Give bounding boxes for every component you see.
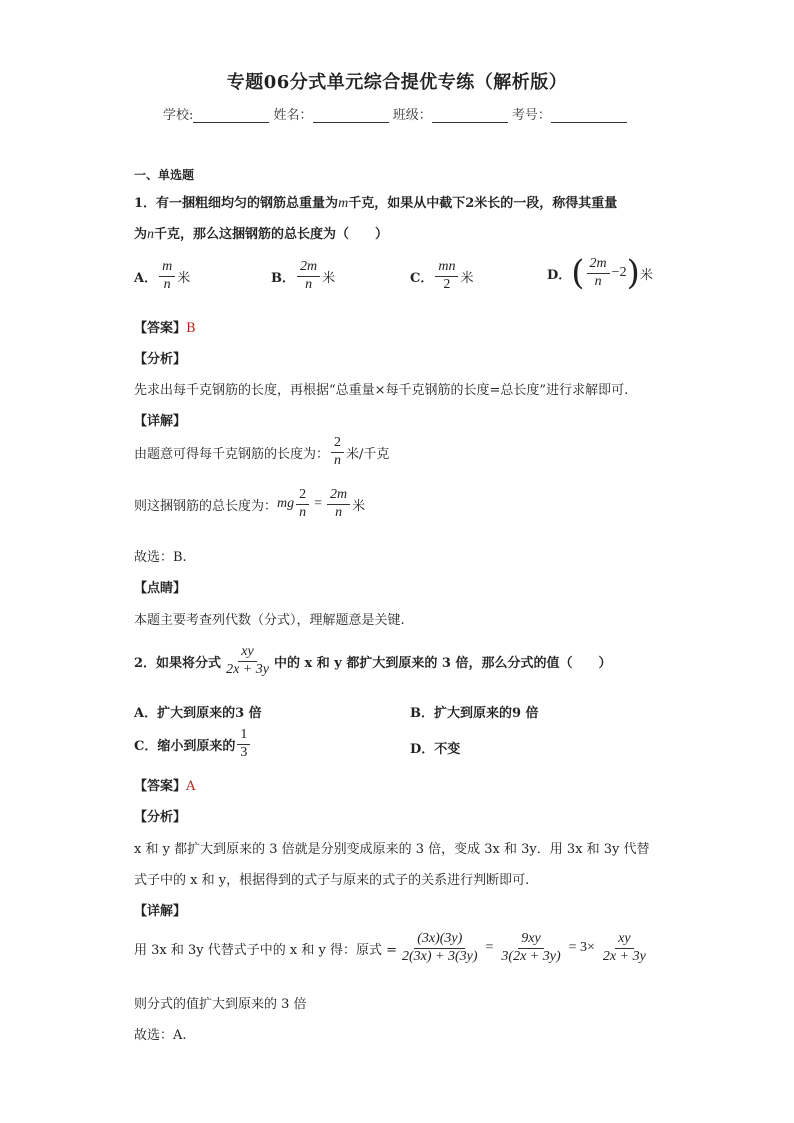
- q1-detail-line1: [134, 436, 389, 468]
- left-paren: (: [571, 253, 585, 293]
- q2-detail-prefix: 用 3x 和 3y 代替式子中的 x 和 y 得：原式 =: [134, 942, 397, 958]
- option-a-unit: 米: [177, 270, 191, 286]
- name-field[interactable]: [313, 108, 389, 123]
- detail2-result-fraction: [327, 488, 350, 520]
- option-a-den: n: [163, 276, 171, 292]
- option-a-fraction: [159, 260, 175, 292]
- q2-line1: [134, 645, 611, 677]
- option-d-num: 2m: [587, 257, 610, 274]
- detail1-den: n: [334, 452, 342, 468]
- q2-detail-frac3: [600, 932, 649, 964]
- detail2-eq: =: [314, 496, 323, 512]
- q1-text4: 千克，那么这捆钢筋的总长度为（ ）: [154, 227, 389, 242]
- q1-answer: [134, 317, 196, 336]
- option-d-minus: −2: [611, 265, 627, 280]
- detail2-m: mg: [277, 496, 295, 512]
- q2-text2: 中的 x 和 y 都扩大到原来的 3 倍，那么分式的值（ ）: [273, 655, 612, 671]
- q2-detail-equation: [134, 932, 651, 964]
- q2-f1-den: 2(3x) + 3(3y): [401, 948, 478, 964]
- option-b-label: B．: [271, 270, 295, 286]
- q2-option-b[interactable]: B．扩大到原来的9 倍: [410, 706, 539, 721]
- detail2-den: n: [299, 504, 307, 520]
- option-c-fraction: [435, 260, 458, 292]
- detail2-unit: 米: [352, 498, 366, 514]
- q2-option-d[interactable]: D．不变: [410, 742, 461, 757]
- q1-line1: [134, 192, 617, 212]
- detail2-rnum: 2m: [327, 488, 350, 505]
- detail1-fraction: [331, 436, 344, 468]
- q2-text1: 如果将分式: [156, 655, 222, 671]
- q1-comment-text: 本题主要考查列代数（分式），理解题意是关键.: [134, 613, 405, 628]
- q2-fraction: [223, 645, 272, 677]
- detail2-prefix: 则这捆钢筋的总长度为：: [134, 498, 278, 514]
- q2-frac-den: 2x + 3y: [226, 661, 269, 677]
- q1-analysis-tag: 【分析】: [134, 352, 187, 367]
- q2-option-c[interactable]: [134, 728, 252, 760]
- option-a-label: A．: [134, 270, 158, 286]
- option-a-num: m: [159, 260, 175, 277]
- option-d-label: D．: [547, 267, 572, 283]
- q2-conclusion: 则分式的值扩大到原来的 3 倍: [134, 997, 307, 1012]
- q1-option-c[interactable]: [410, 260, 474, 292]
- page-title: 专题06分式单元综合提优专练（解析版）: [226, 72, 568, 93]
- detail2-fraction: [296, 488, 309, 520]
- option-c-den: 2: [443, 276, 451, 292]
- q1-choice: 故选：B.: [134, 550, 187, 565]
- q2-f1-num: (3x)(3y): [414, 932, 465, 949]
- q2-f3-den: 2x + 3y: [602, 948, 646, 964]
- answer-tag: 【答案】: [134, 321, 187, 336]
- q2-detail-frac1: [399, 932, 481, 964]
- option-d-fraction: [587, 257, 610, 289]
- q2-option-c-num: 1: [237, 728, 250, 745]
- q2-f2-den: 3(2x + 3y): [501, 948, 561, 964]
- q2-answer: [134, 775, 195, 794]
- detail1-num: 2: [331, 436, 344, 453]
- q1-number: 1．: [134, 196, 157, 211]
- q1-option-a[interactable]: [134, 260, 190, 292]
- q2-frac-num: xy: [238, 645, 256, 662]
- q2-detail-tag: 【详解】: [134, 904, 187, 919]
- q1-var-m: m: [338, 196, 349, 211]
- q2-option-a[interactable]: A．扩大到原来的3 倍: [134, 706, 262, 721]
- q1-line2: [134, 223, 388, 243]
- option-c-label: C．: [410, 270, 434, 286]
- student-info-line: [163, 104, 627, 123]
- q2-f3-num: xy: [615, 932, 633, 949]
- name-label: 姓名：: [273, 108, 313, 123]
- school-label: 学校:: [163, 108, 194, 123]
- q2-eq1: =: [485, 940, 494, 956]
- school-field[interactable]: [193, 108, 269, 123]
- detail2-rden: n: [335, 504, 343, 520]
- q2-analysis-line1: x 和 y 都扩大到原来的 3 倍就是分别变成原来的 3 倍，变成 3x 和 3y．用 3x 和 3y 代替: [134, 842, 650, 857]
- detail1-unit: 米/千克: [346, 446, 390, 462]
- class-field[interactable]: [432, 108, 508, 123]
- q2-eq2: = 3×: [568, 940, 595, 956]
- option-d-den: n: [594, 273, 602, 289]
- q1-text3: 为: [134, 227, 148, 242]
- q1-analysis-text: 先求出每千克钢筋的长度，再根据“总重量×每千克钢筋的长度=总长度”进行求解即可.: [134, 383, 629, 398]
- q2-option-c-fraction: [237, 728, 250, 760]
- section-heading: 一、单选题: [134, 168, 195, 182]
- q2-number: 2．: [134, 655, 157, 671]
- q1-option-b[interactable]: [271, 260, 335, 292]
- option-b-unit: 米: [322, 270, 336, 286]
- q2-option-c-den: 3: [240, 744, 248, 760]
- q1-comment-tag: 【点睛】: [134, 581, 187, 596]
- option-b-den: n: [305, 276, 313, 292]
- option-b-num: 2m: [297, 260, 320, 277]
- q2-answer-value: A: [186, 779, 196, 794]
- q1-detail-tag: 【详解】: [134, 414, 187, 429]
- right-paren: ): [626, 253, 640, 293]
- q1-text2: 千克，如果从中截下2米长的一段，称得其重量: [348, 196, 618, 211]
- detail1-prefix: 由题意可得每千克钢筋的长度为：: [134, 446, 330, 462]
- option-b-fraction: [297, 260, 320, 292]
- q1-var-n: n: [147, 227, 155, 242]
- option-c-num: mn: [435, 260, 458, 277]
- exam-no-label: 考号：: [511, 108, 551, 123]
- option-d-unit: 米: [639, 267, 653, 283]
- q2-analysis-line2: 式子中的 x 和 y，根据得到的式子与原来的式子的关系进行判断即可.: [134, 873, 530, 888]
- q2-choice: 故选：A.: [134, 1028, 187, 1043]
- q2-option-c-prefix: C．缩小到原来的: [134, 738, 236, 754]
- q1-detail-line2: [134, 488, 365, 520]
- class-label: 班级：: [392, 108, 432, 123]
- exam-no-field[interactable]: [551, 108, 627, 123]
- q1-text1: 有一捆粗细均匀的钢筋总重量为: [156, 196, 339, 211]
- option-c-unit: 米: [460, 270, 474, 286]
- q1-option-d[interactable]: [547, 253, 653, 293]
- q2-analysis-tag: 【分析】: [134, 810, 187, 825]
- detail2-num: 2: [296, 488, 309, 505]
- q2-answer-tag: 【答案】: [134, 779, 187, 794]
- answer-value: B: [186, 321, 196, 336]
- q2-f2-num: 9xy: [518, 932, 543, 949]
- q2-detail-frac2: [498, 932, 563, 964]
